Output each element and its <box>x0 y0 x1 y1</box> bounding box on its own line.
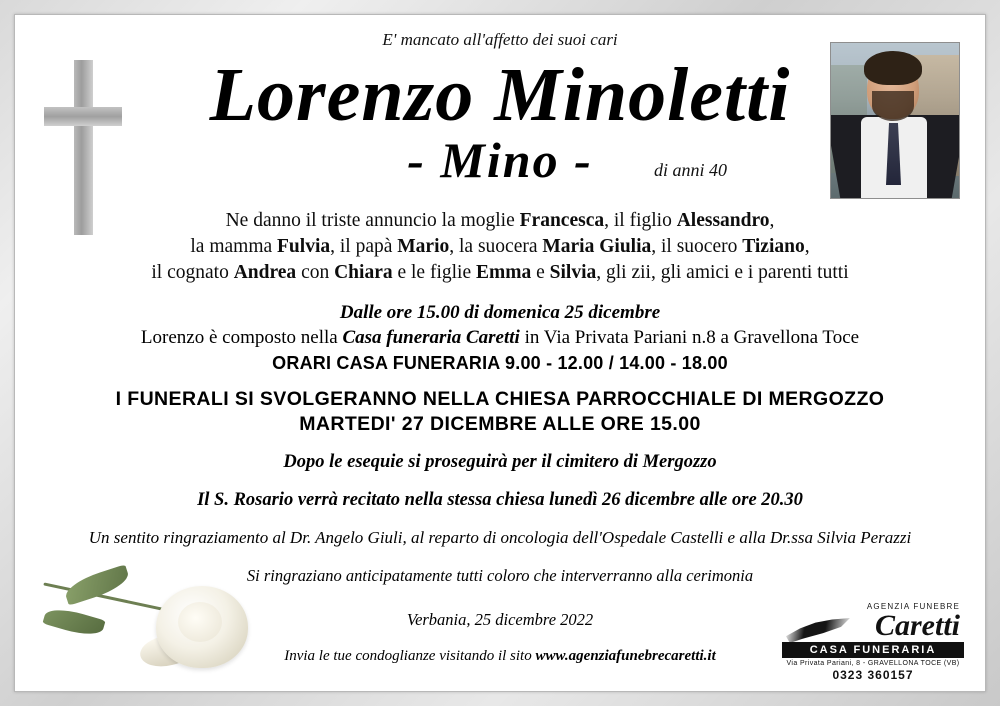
family-line-3-mid2: e le figlie <box>392 262 476 283</box>
family-line-3-prefix: il cognato <box>151 262 234 283</box>
deceased-age: di anni 40 <box>654 160 728 180</box>
family-line-2 <box>120 234 880 260</box>
family-line-1-mid: , il figlio <box>604 210 677 231</box>
deceased-name: Lorenzo Minoletti <box>209 53 791 137</box>
viewing-place-prefix: Lorenzo è composto nella <box>140 327 343 348</box>
condolences-prefix: Invia le tue condoglianze visitando il sito <box>284 648 536 664</box>
family-line-3-mid1: con <box>296 262 335 283</box>
family-partner: Chiara <box>334 262 393 283</box>
family-daughter-1: Emma <box>475 262 532 283</box>
family-line-1-suffix: , <box>769 210 775 231</box>
logo-wordmark: Caretti <box>874 609 960 642</box>
family-daughter-2: Silvia <box>549 262 597 283</box>
family-mother: Fulvia <box>277 236 331 257</box>
funeral-home-logo <box>782 602 964 682</box>
logo-phone: 0323 360157 <box>832 668 914 682</box>
family-line-2-prefix: la mamma <box>190 236 278 257</box>
deceased-nickname: - Mino - <box>407 132 593 188</box>
white-rose-image <box>36 568 266 678</box>
family-wife: Francesca <box>519 210 605 231</box>
viewing-hours: ORARI CASA FUNERARIA 9.00 - 12.00 / 14.00 - 18.00 <box>272 353 728 373</box>
rosary-line: Il S. Rosario verrà recitato nella stessa chiesa lunedì 26 dicembre alle ore 20.30 <box>197 490 803 510</box>
family-mother-in-law: Maria Giulia <box>542 236 652 257</box>
family-announcement <box>120 208 880 286</box>
thanks-attendees-line: Si ringraziano anticipatamente tutti coloro che interverranno alla cerimonia <box>246 566 754 585</box>
family-line-2-mid2: , la suocera <box>449 236 543 257</box>
family-line-1-prefix: Ne danno il triste annuncio la moglie <box>225 210 520 231</box>
preamble-line: E' mancato all'affetto dei suoi cari <box>382 30 618 49</box>
viewing-place <box>18 327 982 349</box>
rose-leaf-lower <box>42 604 105 640</box>
family-brother-in-law: Andrea <box>233 262 297 283</box>
family-line-2-mid1: , il papà <box>330 236 398 257</box>
viewing-place-suffix: in Via Privata Pariani n.8 a Gravellona Toce <box>519 327 860 348</box>
family-line-2-suffix: , <box>804 236 810 257</box>
nickname-row <box>18 132 982 194</box>
logo-address: Via Privata Pariani, 8 - GRAVELLONA TOCE (VB) <box>786 660 960 667</box>
family-line-1 <box>120 208 880 234</box>
place-date-line: Verbania, 25 dicembre 2022 <box>406 610 594 629</box>
after-funeral-line: Dopo le esequie si proseguirà per il cimitero di Mergozzo <box>283 452 717 472</box>
rose-bloom <box>156 586 248 668</box>
viewing-place-name: Casa funeraria Caretti <box>342 327 520 348</box>
family-line-3-suffix: , gli zii, gli amici e i parenti tutti <box>596 262 849 283</box>
family-line-2-mid3: , il suocero <box>651 236 743 257</box>
family-father-in-law: Tiziano <box>742 236 805 257</box>
funeral-line-2: MARTEDI' 27 DICEMBRE ALLE ORE 15.00 <box>299 413 701 435</box>
funeral-line-1: I FUNERALI SI SVOLGERANNO NELLA CHIESA PARROCCHIALE DI MERGOZZO <box>115 388 885 410</box>
logo-agency-label: AGENZIA FUNEBRE <box>866 602 960 611</box>
family-son: Alessandro <box>676 210 770 231</box>
viewing-time: Dalle ore 15.00 di domenica 25 dicembre <box>339 302 661 323</box>
family-line-3 <box>120 260 880 286</box>
family-father: Mario <box>397 236 450 257</box>
logo-casa-label: CASA FUNERARIA <box>782 642 964 658</box>
poster-content <box>18 18 982 688</box>
condolences-website[interactable]: www.agenziafunebrecaretti.it <box>535 648 716 664</box>
family-line-3-mid3: e <box>531 262 550 283</box>
thanks-doctors-line: Un sentito ringraziamento al Dr. Angelo Giuli, al reparto di oncologia dell'Ospedale Castelli e alla Dr.ssa Silvia Perazzi <box>88 528 912 547</box>
